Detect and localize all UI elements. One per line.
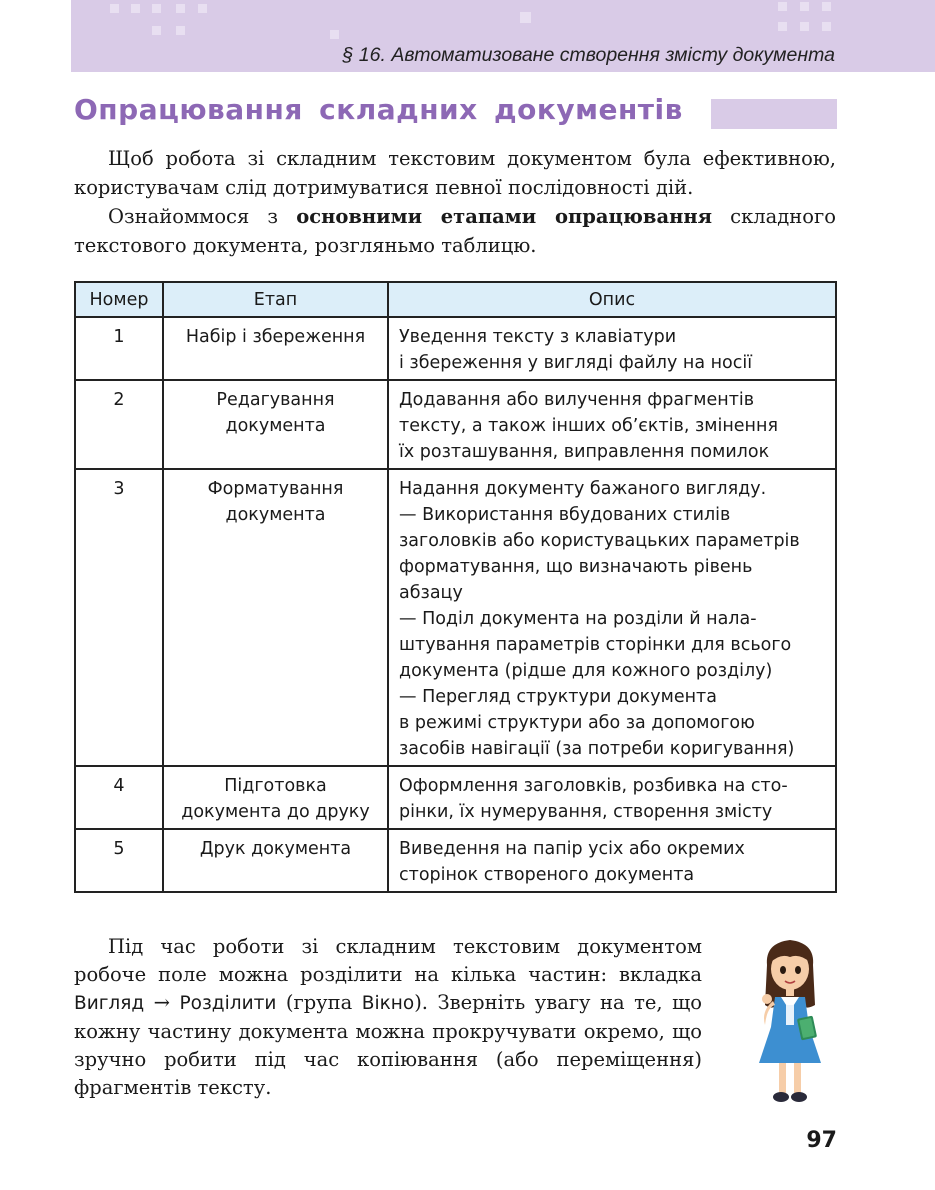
intro-p2-bold: основними етапами опрацювання [296, 205, 713, 228]
table-row [75, 829, 836, 892]
stage-line: Підготовка [224, 776, 327, 796]
stage-line: Форматування [207, 479, 344, 499]
description-line: абзацу [399, 583, 463, 603]
page-number: 97 [806, 1128, 837, 1153]
table-row [75, 469, 836, 766]
stage-line: Набір і збереження [185, 327, 366, 347]
stages-table [74, 281, 837, 893]
arrow: → [144, 991, 180, 1014]
row-number: 1 [75, 317, 163, 380]
row-number: 5 [75, 829, 163, 892]
description-line: — Поділ документа на розділи й нала- [399, 609, 757, 629]
intro-paragraph-2 [74, 202, 836, 260]
row-description [388, 317, 836, 380]
header-stage: Етап [163, 282, 388, 317]
stage-line: документа [225, 416, 326, 436]
row-description [388, 469, 836, 766]
row-stage [163, 380, 388, 469]
bottom-text-2: (група [276, 991, 362, 1014]
description-line: тексту, а також інших об’єктів, змінення [399, 416, 778, 436]
description-line: — Перегляд структури документа [399, 687, 717, 707]
description-line: штування параметрів сторінки для всього [399, 635, 792, 655]
row-stage [163, 829, 388, 892]
row-number: 2 [75, 380, 163, 469]
description-line: рінки, їх нумерування, створення змісту [399, 802, 773, 822]
command-name: Розділити [179, 993, 277, 1014]
row-number: 3 [75, 469, 163, 766]
table-row [75, 380, 836, 469]
stage-line: Друк документа [199, 839, 352, 859]
table-row [75, 766, 836, 829]
row-stage [163, 317, 388, 380]
description-line: Оформлення заголовків, розбивка на сто- [399, 776, 788, 796]
description-line: Уведення тексту з клавіатури [399, 327, 677, 347]
description-line: документа (рідше для кожного розділу) [399, 661, 773, 681]
running-header-title: § 16. Автоматизоване створення змісту документа [342, 44, 835, 66]
description-line: Виведення на папір усіх або окремих [399, 839, 745, 859]
girl-illustration [745, 935, 835, 1110]
bottom-text-1: Під час роботи зі складним текстовим документом робоче поле можна розділити на кілька частин: вкладка [74, 935, 702, 986]
tab-name: Вигляд [74, 993, 145, 1014]
description-line: Додавання або вилучення фрагментів [399, 390, 755, 410]
bottom-paragraph [74, 933, 702, 1102]
group-name: Вікно [361, 993, 415, 1014]
description-line: сторінок створеного документа [399, 865, 695, 885]
row-stage [163, 766, 388, 829]
table-header-row [75, 282, 836, 317]
description-line: заголовків або користувацьких параметрів [399, 531, 800, 551]
bottom-text-3: ). Зверніть увагу на те, що кожну частину документа можна прокручувати окремо, що зручно робити під час копіювання (або переміщення) фрагментів тексту. [74, 991, 702, 1099]
intro-p2-start: Ознайоммося з [108, 205, 297, 228]
description-line: в режимі структури або за допомогою [399, 713, 755, 733]
intro-paragraph-1: Щоб робота зі складним текстовим документом була ефективною, користувачам слід дотримуватися певної послідовності дій. [74, 147, 836, 199]
header-number: Номер [75, 282, 163, 317]
row-description [388, 766, 836, 829]
row-description [388, 380, 836, 469]
description-line: форматування, що визначають рівень [399, 557, 753, 577]
section-heading: Опрацювання складних документів [74, 93, 683, 126]
row-stage [163, 469, 388, 766]
heading-decor-bar [711, 99, 837, 129]
description-line: — Використання вбудованих стилів [399, 505, 731, 525]
stage-line: Редагування [216, 390, 335, 410]
intro-p2-end: складного текстового документа, розгляньмо таблицю. [74, 205, 836, 257]
description-line: і збереження у вигляді файлу на носії [399, 353, 753, 373]
row-description [388, 829, 836, 892]
row-number: 4 [75, 766, 163, 829]
description-line: Надання документу бажаного вигляду. [399, 479, 767, 499]
stage-line: документа до друку [181, 802, 370, 822]
stage-line: документа [225, 505, 326, 525]
description-line: їх розташування, виправлення помилок [399, 442, 770, 462]
table-row [75, 317, 836, 380]
description-line: засобів навігації (за потреби коригування) [399, 739, 795, 759]
header-description: Опис [388, 282, 836, 317]
